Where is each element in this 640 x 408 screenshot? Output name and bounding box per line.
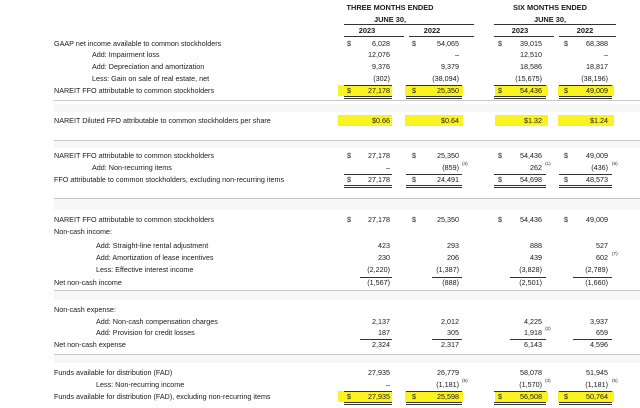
cell-value: 230 xyxy=(378,253,390,262)
currency-symbol: $ xyxy=(412,215,416,224)
cell-value: 50,764 xyxy=(586,392,608,401)
double-underline xyxy=(344,96,392,97)
cell-value: 27,178 xyxy=(368,151,390,160)
three-months-subtitle: JUNE 30, xyxy=(373,15,407,24)
cell-value: (1,567) xyxy=(367,278,390,287)
cell-value: 49,009 xyxy=(586,215,608,224)
cell-value: (302) xyxy=(373,74,390,83)
total-rule xyxy=(344,174,392,175)
row-label: Add: Amortization of lease incentives xyxy=(96,253,214,262)
cell-value: 58,078 xyxy=(520,368,542,377)
table-row xyxy=(54,264,640,275)
row-label: Add: Depreciation and amortization xyxy=(92,62,205,71)
table-row xyxy=(54,327,640,338)
cell-value: 18,586 xyxy=(520,62,542,71)
table-row xyxy=(54,115,640,126)
double-underline xyxy=(494,404,546,405)
double-underline xyxy=(559,187,612,188)
cell-value: 48,573 xyxy=(586,175,608,184)
row-label: NAREIT FFO attributable to common stockholders xyxy=(54,86,215,95)
cell-value: – xyxy=(386,163,390,172)
table-row xyxy=(54,226,640,237)
row-label: Funds available for distribution (FAD) xyxy=(54,368,173,377)
double-underline xyxy=(494,98,546,99)
cell-value: – xyxy=(604,50,608,59)
total-rule xyxy=(510,339,546,340)
cell-value: 24,491 xyxy=(437,175,459,184)
total-rule xyxy=(494,174,546,175)
row-label: NAREIT FFO attributable to common stockholders xyxy=(54,215,215,224)
section-gap xyxy=(54,104,640,112)
cell-value: 18,817 xyxy=(586,62,608,71)
total-rule xyxy=(344,85,392,86)
cell-value: 6,143 xyxy=(524,340,542,349)
cell-value: (2,220) xyxy=(367,265,390,274)
total-rule xyxy=(559,85,612,86)
cell-value: (859) xyxy=(442,163,459,172)
currency-symbol: $ xyxy=(347,215,351,224)
cell-value: 2,317 xyxy=(441,340,459,349)
double-underline xyxy=(406,185,462,186)
table-row xyxy=(54,240,640,251)
section-gap xyxy=(54,140,640,148)
double-underline xyxy=(494,96,546,97)
cell-value: 4,225 xyxy=(524,317,542,326)
row-label: GAAP net income available to common stockholders xyxy=(54,39,222,48)
table-row xyxy=(54,73,640,84)
cell-value: 888 xyxy=(530,241,542,250)
total-rule xyxy=(344,391,392,392)
year-rule xyxy=(494,36,554,37)
footnote-marker: (7) xyxy=(612,251,618,256)
six-months-title-rule xyxy=(494,24,616,25)
double-underline xyxy=(406,402,462,403)
cell-value: $1.32 xyxy=(524,116,542,125)
cell-value: 27,935 xyxy=(368,368,390,377)
cell-value: 305 xyxy=(447,328,459,337)
table-row xyxy=(54,61,640,72)
currency-symbol: $ xyxy=(412,392,416,401)
currency-symbol: $ xyxy=(498,215,502,224)
cell-value: 262 xyxy=(530,163,542,172)
row-label: Funds available for distribution (FAD), excluding non-recurring items xyxy=(54,392,271,401)
double-underline xyxy=(559,402,612,403)
cell-value: 2,324 xyxy=(372,340,390,349)
cell-value: 1,918 xyxy=(524,328,542,337)
currency-symbol: $ xyxy=(564,86,568,95)
currency-symbol: $ xyxy=(412,151,416,160)
total-rule xyxy=(432,339,462,340)
row-label: Non-cash income: xyxy=(54,227,112,236)
row-label: Add: Impairment loss xyxy=(92,50,160,59)
currency-symbol: $ xyxy=(498,392,502,401)
total-rule xyxy=(559,174,612,175)
row-label: NAREIT Diluted FFO attributable to common stockholders per share xyxy=(54,116,271,125)
currency-symbol: $ xyxy=(564,175,568,184)
section-divider xyxy=(54,140,640,141)
cell-value: 25,350 xyxy=(437,151,459,160)
total-rule xyxy=(573,339,612,340)
cell-value: 27,178 xyxy=(368,86,390,95)
currency-symbol: $ xyxy=(498,151,502,160)
row-label: Less: Non-recurring income xyxy=(96,380,185,389)
double-underline xyxy=(344,187,392,188)
cell-value: 68,388 xyxy=(586,39,608,48)
cell-value: 56,508 xyxy=(520,392,542,401)
cell-value: 51,945 xyxy=(586,368,608,377)
cell-value: $0.64 xyxy=(441,116,459,125)
total-rule xyxy=(559,391,612,392)
section-divider xyxy=(54,354,640,355)
year-header: 2023 xyxy=(358,26,376,35)
double-underline xyxy=(406,404,462,405)
double-underline xyxy=(494,402,546,403)
cell-value: 25,598 xyxy=(437,392,459,401)
cell-value: (888) xyxy=(442,278,459,287)
table-row xyxy=(54,379,640,390)
cell-value: 54,065 xyxy=(437,39,459,48)
six-months-subtitle: JUNE 30, xyxy=(533,15,567,24)
cell-value: 9,376 xyxy=(372,62,390,71)
year-header: 2022 xyxy=(576,26,594,35)
cell-value: 27,935 xyxy=(368,392,390,401)
cell-value: 293 xyxy=(447,241,459,250)
cell-value: (3,828) xyxy=(519,265,542,274)
currency-symbol: $ xyxy=(564,392,568,401)
cell-value: 49,009 xyxy=(586,86,608,95)
cell-value: 12,076 xyxy=(368,50,390,59)
total-rule xyxy=(406,174,462,175)
currency-symbol: $ xyxy=(347,392,351,401)
table-row xyxy=(54,150,640,161)
table-row xyxy=(54,252,640,263)
year-rule xyxy=(344,36,404,37)
double-underline xyxy=(406,96,462,97)
section-divider xyxy=(54,198,640,199)
table-row xyxy=(54,162,640,173)
cell-value: (1,660) xyxy=(585,278,608,287)
row-label: Net non-cash income xyxy=(54,278,122,287)
currency-symbol: $ xyxy=(412,86,416,95)
total-rule xyxy=(360,277,392,278)
currency-symbol: $ xyxy=(347,39,351,48)
table-row xyxy=(54,367,640,378)
total-rule xyxy=(510,277,546,278)
footnote-marker: (1) xyxy=(545,161,551,166)
cell-value: 187 xyxy=(378,328,390,337)
currency-symbol: $ xyxy=(347,151,351,160)
currency-symbol: $ xyxy=(412,175,416,184)
year-header: 2022 xyxy=(423,26,441,35)
cell-value: 25,350 xyxy=(437,86,459,95)
table-row xyxy=(54,304,640,315)
double-underline xyxy=(406,187,462,188)
table-row xyxy=(54,277,640,288)
currency-symbol: $ xyxy=(347,86,351,95)
cell-value: (1,387) xyxy=(436,265,459,274)
cell-value: 54,698 xyxy=(520,175,542,184)
year-rule xyxy=(559,36,616,37)
cell-value: 12,510 xyxy=(520,50,542,59)
cell-value: (436) xyxy=(591,163,608,172)
double-underline xyxy=(559,185,612,186)
cell-value: 54,436 xyxy=(520,151,542,160)
double-underline xyxy=(344,402,392,403)
cell-value: – xyxy=(455,50,459,59)
year-rule xyxy=(409,36,474,37)
cell-value: – xyxy=(386,380,390,389)
cell-value: (38,196) xyxy=(581,74,608,83)
year-header: 2023 xyxy=(511,26,529,35)
footnote-marker: (2) xyxy=(545,326,551,331)
cell-value: 3,937 xyxy=(590,317,608,326)
row-label: Add: Non-cash compensation charges xyxy=(96,317,218,326)
table-row xyxy=(54,391,640,402)
row-label: FFO attributable to common stockholders, excluding non-recurring items xyxy=(54,175,285,184)
cell-value: (15,675) xyxy=(515,74,542,83)
table-row xyxy=(54,49,640,60)
double-underline xyxy=(494,185,546,186)
row-label: Add: Non-recurring items xyxy=(92,163,172,172)
table-row xyxy=(54,85,640,96)
section-divider xyxy=(54,290,640,291)
cell-value: (2,789) xyxy=(585,265,608,274)
cell-value: 49,009 xyxy=(586,151,608,160)
cell-value: 602 xyxy=(596,253,608,262)
cell-value: (1,181) xyxy=(436,380,459,389)
double-underline xyxy=(559,404,612,405)
currency-symbol: $ xyxy=(564,39,568,48)
row-label: Net non-cash expense xyxy=(54,340,126,349)
cell-value: 659 xyxy=(596,328,608,337)
cell-value: 527 xyxy=(596,241,608,250)
total-rule xyxy=(360,339,392,340)
section-gap xyxy=(54,290,640,300)
cell-value: (38,094) xyxy=(432,74,459,83)
table-row xyxy=(54,339,640,350)
section-gap xyxy=(54,198,640,210)
currency-symbol: $ xyxy=(498,86,502,95)
row-label: Add: Straight-line rental adjustment xyxy=(96,241,209,250)
total-rule xyxy=(406,85,462,86)
row-label: Non-cash expense: xyxy=(54,305,116,314)
cell-value: $0.66 xyxy=(372,116,390,125)
footnote-marker: (6) xyxy=(612,161,618,166)
cell-value: 26,779 xyxy=(437,368,459,377)
cell-value: 27,178 xyxy=(368,215,390,224)
footnote-marker: (5) xyxy=(612,378,618,383)
cell-value: 27,178 xyxy=(368,175,390,184)
cell-value: 54,436 xyxy=(520,215,542,224)
six-months-title: SIX MONTHS ENDED xyxy=(513,3,587,12)
cell-value: 9,379 xyxy=(441,62,459,71)
three-months-title-rule xyxy=(344,24,474,25)
cell-value: 25,350 xyxy=(437,215,459,224)
table-row xyxy=(54,214,640,225)
footnote-marker: (3) xyxy=(545,378,551,383)
section-gap xyxy=(54,355,640,363)
cell-value: 206 xyxy=(447,253,459,262)
cell-value: 2,137 xyxy=(372,317,390,326)
cell-value: 54,436 xyxy=(520,86,542,95)
total-rule xyxy=(432,277,462,278)
total-rule xyxy=(494,85,546,86)
cell-value: 2,012 xyxy=(441,317,459,326)
cell-value: $1.24 xyxy=(590,116,608,125)
currency-symbol: $ xyxy=(498,175,502,184)
cell-value: 39,015 xyxy=(520,39,542,48)
double-underline xyxy=(559,96,612,97)
double-underline xyxy=(406,98,462,99)
cell-value: (1,570) xyxy=(519,380,542,389)
footnote-marker: (5) xyxy=(462,378,468,383)
total-rule xyxy=(494,391,546,392)
cell-value: 439 xyxy=(530,253,542,262)
cell-value: 423 xyxy=(378,241,390,250)
cell-value: 4,596 xyxy=(590,340,608,349)
table-row xyxy=(54,174,640,185)
total-rule xyxy=(406,391,462,392)
cell-value: (2,501) xyxy=(519,278,542,287)
row-label: Less: Gain on sale of real estate, net xyxy=(92,74,210,83)
table-row xyxy=(54,316,640,327)
cell-value: (1,181) xyxy=(585,380,608,389)
double-underline xyxy=(494,187,546,188)
row-label: Add: Provision for credit losses xyxy=(96,328,195,337)
footnote-marker: (4) xyxy=(462,161,468,166)
currency-symbol: $ xyxy=(564,215,568,224)
currency-symbol: $ xyxy=(498,39,502,48)
row-label: NAREIT FFO attributable to common stockholders xyxy=(54,151,215,160)
row-label: Less: Effective interest income xyxy=(96,265,194,274)
table-row xyxy=(54,38,640,49)
section-divider xyxy=(54,100,640,101)
three-months-title: THREE MONTHS ENDED xyxy=(346,3,434,12)
double-underline xyxy=(559,98,612,99)
double-underline xyxy=(344,98,392,99)
cell-value: 6,028 xyxy=(372,39,390,48)
currency-symbol: $ xyxy=(564,151,568,160)
currency-symbol: $ xyxy=(347,175,351,184)
double-underline xyxy=(344,185,392,186)
total-rule xyxy=(573,277,612,278)
double-underline xyxy=(344,404,392,405)
currency-symbol: $ xyxy=(412,39,416,48)
